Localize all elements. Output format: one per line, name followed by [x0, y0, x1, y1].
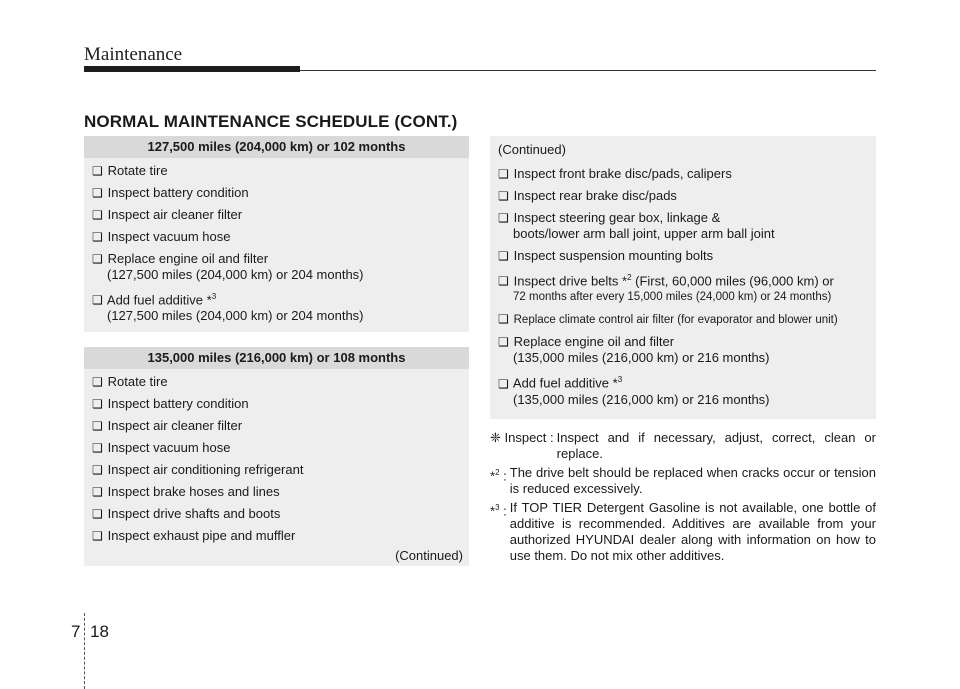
checkbox-icon: ❑: [92, 463, 103, 477]
checkbox-icon: ❑: [92, 252, 103, 266]
checkbox-icon: ❑: [92, 419, 103, 433]
checkbox-icon: ❑: [92, 397, 103, 411]
checkbox-icon: ❑: [498, 335, 509, 350]
checklist-item: ❑ Rotate tire: [92, 374, 168, 389]
checkbox-icon: ❑: [92, 293, 103, 308]
checkbox-icon: ❑: [92, 164, 103, 178]
continued-label: (Continued): [395, 548, 463, 563]
section-title: NORMAL MAINTENANCE SCHEDULE (CONT.): [84, 112, 458, 131]
schedule-box-135000: [84, 347, 469, 566]
footnote-inspect: ❈ Inspect : Inspect and if necessary, adjust, correct, clean or replace.: [490, 430, 876, 461]
checkbox-icon: ❑: [498, 376, 509, 391]
checklist-item: ❑ Inspect exhaust pipe and muffler: [92, 528, 296, 543]
checklist-item: ❑ Inspect vacuum hose: [92, 229, 231, 244]
checklist-item: ❑ Inspect air cleaner filter: [92, 207, 243, 222]
checkbox-icon: ❑: [498, 167, 509, 181]
checklist-item: ❑ Inspect drive belts *$^2$ (First, 60,000 miles (96,000 km) or 72 months after every 15,000 miles (24,000 km) or 24 months): [498, 273, 834, 304]
checklist-item: ❑ Inspect steering gear box, linkage & boots/lower arm ball joint, upper arm ball joint: [498, 210, 775, 241]
checkbox-icon: ❑: [498, 249, 509, 263]
checkbox-icon: ❑: [498, 189, 509, 203]
footer-divider: [84, 613, 85, 689]
checkbox-icon: ❑: [92, 441, 103, 455]
checklist-item: ❑ Inspect rear brake disc/pads: [498, 188, 677, 203]
checklist-item: ❑ Rotate tire: [92, 163, 168, 178]
checkbox-icon: ❑: [498, 274, 509, 289]
checkbox-icon: ❑: [92, 529, 103, 543]
header-title: Maintenance: [84, 44, 183, 65]
checkbox-icon: ❑: [498, 312, 509, 327]
checklist-item: ❑ Inspect battery condition: [92, 185, 249, 200]
page-number: 18: [90, 622, 109, 641]
checklist-item: ❑ Replace engine oil and filter (135,000 miles (216,000 km) or 216 months): [498, 334, 770, 366]
footnote-3: *$^3$ : If TOP TIER Detergent Gasoline is not available, one bottle of additive is recommended. Additives are available from your authorized HYUNDAI dealer along with information on how to use them. Do not mix other additives.: [490, 500, 876, 563]
footnote-2: *$^2$ : The drive belt should be replaced when cracks occur or tension is reduced excessively.: [490, 465, 876, 496]
schedule-box-127500: [84, 136, 469, 332]
checkbox-icon: ❑: [92, 375, 103, 389]
checkbox-icon: ❑: [92, 485, 103, 499]
item-list: [84, 369, 469, 563]
item-list: [84, 158, 469, 324]
box-heading: 135,000 miles (216,000 km) or 108 months: [84, 347, 469, 369]
schedule-box-continued: [490, 136, 876, 419]
continued-label: (Continued): [498, 142, 566, 157]
box-heading: 127,500 miles (204,000 km) or 102 months: [84, 136, 469, 158]
checklist-item: ❑ Inspect front brake disc/pads, calipers: [498, 166, 732, 181]
item-list: [490, 136, 876, 408]
checklist-item: ❑ Replace engine oil and filter (127,500 miles (204,000 km) or 204 months): [92, 251, 364, 282]
checklist-item: ❑ Inspect suspension mounting bolts: [498, 248, 714, 263]
checklist-item: ❑ Inspect drive shafts and boots: [92, 506, 281, 521]
checklist-item: ❑ Add fuel additive *$^3$ (127,500 miles (204,000 km) or 204 months): [92, 292, 364, 324]
checkbox-icon: ❑: [92, 507, 103, 521]
footnotes: [490, 430, 876, 567]
checkbox-icon: ❑: [92, 230, 103, 244]
checkbox-icon: ❑: [92, 208, 103, 222]
header-bar: [84, 66, 300, 72]
checklist-item: ❑ Inspect vacuum hose: [92, 440, 231, 455]
checklist-item: ❑ Add fuel additive *$^3$ (135,000 miles (216,000 km) or 216 months): [498, 375, 770, 407]
checklist-item: ❑ Inspect air conditioning refrigerant: [92, 462, 304, 477]
checklist-item: ❑ Replace climate control air filter (for evaporator and blower unit): [498, 312, 838, 327]
checkbox-icon: ❑: [92, 186, 103, 200]
checkbox-icon: ❑: [498, 211, 509, 225]
header-rule: [300, 70, 876, 71]
checklist-item: ❑ Inspect brake hoses and lines: [92, 484, 280, 499]
chapter-number: 7: [71, 622, 81, 641]
checklist-item: ❑ Inspect battery condition: [92, 396, 249, 411]
checklist-item: ❑ Inspect air cleaner filter: [92, 418, 243, 433]
